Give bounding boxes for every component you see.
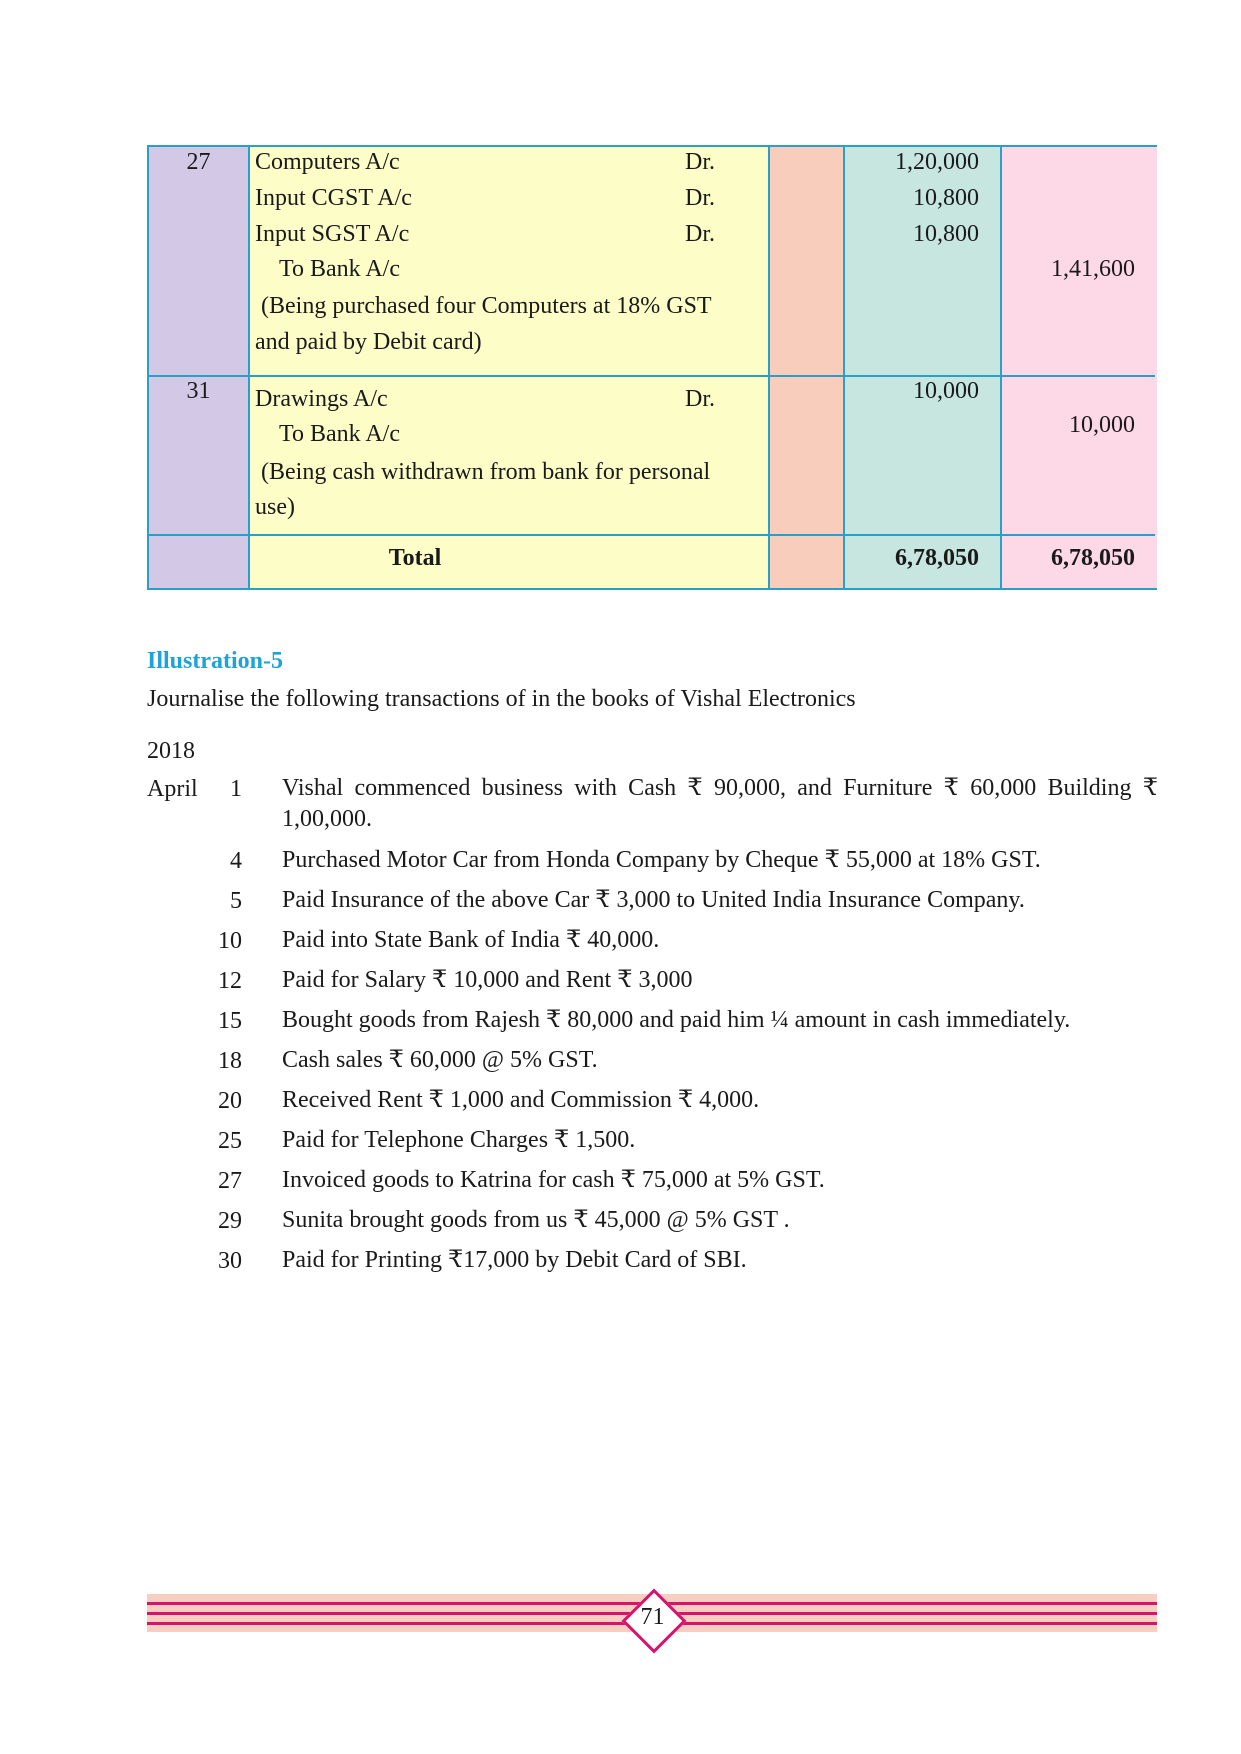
narration-line: (Being cash withdrawn from bank for personal <box>261 459 711 485</box>
total-label: Total <box>388 545 442 571</box>
transaction-text: Paid into State Bank of India ₹ 40,000. <box>282 927 660 953</box>
credit-account: To Bank A/c <box>279 256 400 282</box>
dr-marker: Dr. <box>685 149 715 175</box>
transaction-text: Vishal commenced business with Cash ₹ 90,000, and Furniture ₹ 60,000 Building ₹ 1,00,000. <box>282 775 1158 832</box>
column-divider <box>843 147 845 588</box>
column-divider <box>768 147 770 588</box>
dr-marker: Dr. <box>685 386 715 412</box>
transaction-day: 30 <box>218 1248 242 1274</box>
credit-amount: 1,41,600 <box>1051 256 1135 282</box>
debit-amount: 10,000 <box>913 378 979 404</box>
date-column <box>149 147 248 588</box>
entry-date: 31 <box>186 378 211 404</box>
transactions-year: 2018 <box>147 738 195 764</box>
debit-account: Input SGST A/c <box>255 221 410 247</box>
narration-line: use) <box>255 494 295 520</box>
transaction-day: 20 <box>218 1088 242 1114</box>
transaction-day: 4 <box>230 848 242 874</box>
debit-account: Input CGST A/c <box>255 185 412 211</box>
transaction-text: Paid for Printing ₹17,000 by Debit Card of SBI. <box>282 1247 747 1273</box>
illustration-intro: Journalise the following transactions of in the books of Vishal Electronics <box>147 686 856 712</box>
narration-line: and paid by Debit card) <box>255 329 482 355</box>
total-credit: 6,78,050 <box>1051 545 1135 571</box>
transaction-day: 27 <box>218 1168 242 1194</box>
transaction-text: Bought goods from Rajesh ₹ 80,000 and paid him ¼ amount in cash immediately. <box>282 1007 1071 1033</box>
row-divider <box>149 534 1155 536</box>
transaction-day: 5 <box>230 888 242 914</box>
credit-amount: 10,000 <box>1069 412 1135 438</box>
transaction-day: 25 <box>218 1128 242 1154</box>
transaction-day: 1 <box>230 776 242 802</box>
transaction-day: 15 <box>218 1008 242 1034</box>
transaction-text: Paid Insurance of the above Car ₹ 3,000 to United India Insurance Company. <box>282 887 1025 913</box>
debit-amount: 10,800 <box>913 185 979 211</box>
debit-amount: 1,20,000 <box>895 149 979 175</box>
narration-line: (Being purchased four Computers at 18% GST <box>261 293 712 319</box>
transactions-month: April <box>147 776 198 802</box>
row-divider <box>149 375 1155 377</box>
transaction-text: Invoiced goods to Katrina for cash ₹ 75,000 at 5% GST. <box>282 1167 825 1193</box>
debit-account: Computers A/c <box>255 149 400 175</box>
transaction-text: Sunita brought goods from us ₹ 45,000 @ 5% GST . <box>282 1207 790 1233</box>
debit-column <box>845 147 1000 588</box>
column-divider <box>248 147 250 588</box>
ledger-folio-column <box>770 147 843 588</box>
transaction-text: Paid for Salary ₹ 10,000 and Rent ₹ 3,000 <box>282 967 693 993</box>
credit-column <box>1002 147 1157 588</box>
dr-marker: Dr. <box>685 185 715 211</box>
page-number: 71 <box>640 1604 665 1630</box>
transaction-day: 12 <box>218 968 242 994</box>
column-divider <box>1000 147 1002 588</box>
transaction-day: 29 <box>218 1208 242 1234</box>
dr-marker: Dr. <box>685 221 715 247</box>
transaction-text: Received Rent ₹ 1,000 and Commission ₹ 4,000. <box>282 1087 760 1113</box>
journal-table <box>147 145 1157 590</box>
transaction-text: Paid for Telephone Charges ₹ 1,500. <box>282 1127 636 1153</box>
total-debit: 6,78,050 <box>895 545 979 571</box>
transaction-text: Cash sales ₹ 60,000 @ 5% GST. <box>282 1047 598 1073</box>
debit-account: Drawings A/c <box>255 386 388 412</box>
transaction-day: 10 <box>218 928 242 954</box>
transaction-text: Purchased Motor Car from Honda Company by Cheque ₹ 55,000 at 18% GST. <box>282 847 1041 873</box>
transaction-day: 18 <box>218 1048 242 1074</box>
debit-amount: 10,800 <box>913 221 979 247</box>
particulars-column <box>250 147 768 588</box>
entry-date: 27 <box>186 149 211 175</box>
illustration-title: Illustration-5 <box>147 648 284 674</box>
credit-account: To Bank A/c <box>279 421 400 447</box>
